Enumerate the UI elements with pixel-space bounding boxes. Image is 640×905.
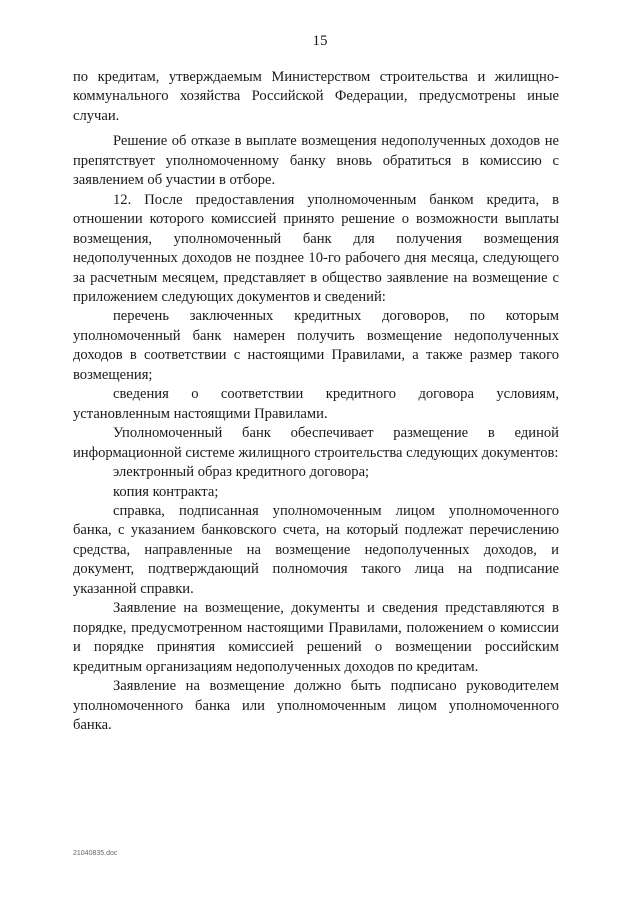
paragraph: перечень заключенных кредитных договоров, по которым уполномоченный банк намерен получить возмещение недополученных доходов в соответствии с настоящими Правилами, а также размер такого возмещения; <box>73 308 559 383</box>
paragraph: Решение об отказе в выплате возмещения недополученных доходов не препятствует уполномоченному банку вновь обратиться в комиссию с заявлением об участии в отборе. <box>73 133 559 189</box>
paragraph: Уполномоченный банк обеспечивает размещение в единой информационной системе жилищного строительства следующих документов: <box>73 425 559 461</box>
paragraph: по кредитам, утверждаемым Министерством строительства и жилищно-коммунального хозяйства Российской Федерации, предусмотрены иные случаи. <box>73 69 559 124</box>
paragraph: электронный образ кредитного договора; <box>113 464 370 481</box>
paragraph: справка, подписанная уполномоченным лицом уполномоченного банка, с указанием банковского счета, на который подлежат перечислению средства, направленные на возмещение недополученных доходов, и документ, подтверждающий полномочия такого лица на подписание указанной справки. <box>73 502 559 597</box>
document-footer: 21040835.doc <box>73 850 118 857</box>
paragraph: Заявление на возмещение, документы и сведения представляются в порядке, предусмотренном настоящими Правилами, положением о комиссии и порядке принятия комиссией решений о возмещении российским кредитным организациям недополученных доходов по кредитам. <box>73 600 559 675</box>
paragraph: 12. После предоставления уполномоченным банком кредита, в отношении которого комиссией принято решение о возможности выплаты возмещения, уполномоченный банк для получения возмещения недополученных доходов не позднее 10-го рабочего дня месяца, следующего за расчетным месяцем, представляет в общество заявление на возмещение с приложением следующих документов и сведений: <box>73 191 559 305</box>
paragraph: Заявление на возмещение должно быть подписано руководителем уполномоченного банка или уполномоченным лицом уполномоченного банка. <box>73 678 559 733</box>
document-body <box>73 68 559 735</box>
paragraph: копия контракта; <box>113 483 219 500</box>
page-number: 15 <box>312 33 328 49</box>
paragraph: сведения о соответствии кредитного договора условиям, установленным настоящими Правилами. <box>73 386 559 422</box>
